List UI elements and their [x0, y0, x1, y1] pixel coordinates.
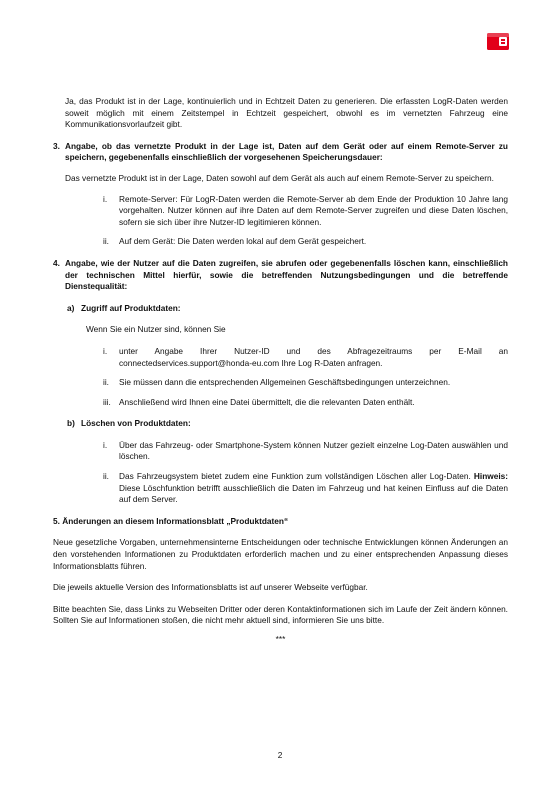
list-item-text: Über das Fahrzeug- oder Smartphone-System können Nutzer gezielt einzelne Log-Daten auswählen und löschen.: [119, 439, 508, 462]
list-item-text-part: Das Fahrzeugsystem bietet zudem eine Funktion zum vollständigen Löschen aller Log-Daten.: [119, 471, 471, 482]
list-item-text: Remote-Server: Für LogR-Daten werden die Remote-Server ab dem Ende der Produktion 10 Jahre lang vorgehalten. Nutzer können auf ihre Daten auf dem Remote-Server zugreifen und diese Daten löschen, sofern sie sich über ihre Nutzer-ID legitimieren können.: [119, 193, 508, 227]
subsection-b-title: Löschen von Produktdaten:: [81, 418, 191, 429]
list-item-text: unter Angabe Ihrer Nutzer-ID und des Abfragezeitraums per E-Mail an connectedservices.support@honda-eu.com Ihre Log R-Daten anfragen.: [119, 345, 508, 368]
list-item-text-part: Diese Löschfunktion betrifft ausschließlich die Daten im Fahrzeug und hat keinen Einfluss auf die Daten auf dem Server.: [119, 482, 508, 505]
subsection-a-heading: [67, 303, 508, 315]
section-5-paragraph-1: Neue gesetzliche Vorgaben, unternehmensinterne Entscheidungen oder technische Entwicklungen können Änderungen an den vorstehenden Informationen zu Produktdaten erforderlich machen und zu einer entsprechenden Anpassung dieses Informationsblatts führen.: [53, 537, 508, 571]
section-4-number: 4.: [53, 257, 60, 268]
list-item: [103, 194, 508, 229]
list-item: [103, 236, 508, 248]
list-item-number: i.: [103, 345, 108, 356]
section-separator: ***: [275, 634, 286, 644]
section-5-paragraph-3: Bitte beachten Sie, dass Links zu Webseiten Dritter oder deren Kontaktinformationen sich im Laufe der Zeit ändern können. Sollten Sie auf Informationen stoßen, die nicht mehr aktuell sind, informieren Sie uns bitte.: [53, 603, 508, 626]
subsection-a-title: Zugriff auf Produktdaten:: [81, 302, 181, 313]
hint-label: Hinweis:: [473, 471, 509, 482]
list-item-number: ii.: [103, 471, 109, 482]
subsection-b-marker: b): [67, 418, 75, 429]
section-4-heading: [53, 258, 508, 293]
section-3-number: 3.: [53, 140, 60, 151]
section-4-title: Angabe, wie der Nutzer auf die Daten zugreifen, sie abrufen oder gegebenenfalls löschen kann, einschließlich der technischen Mittel hierfür, sowie die betreffenden Nutzungsbedingungen und die betreffende Dienstequalität:: [65, 257, 508, 292]
section-3-heading: [53, 141, 508, 164]
list-item: [103, 440, 508, 463]
section-3-title: Angabe, ob das vernetzte Produkt in der Lage ist, Daten auf dem Gerät oder auf einem Remote-Server zu speichern, gegebenenfalls einschließlich der vorgesehenen Speicherungsdauer:: [65, 140, 508, 163]
list-item-number: i.: [103, 439, 108, 450]
subsection-a-lead: Wenn Sie ein Nutzer sind, können Sie: [86, 324, 226, 335]
list-item: [103, 377, 508, 389]
list-item-text: Sie müssen dann die entsprechenden Allgemeinen Geschäftsbedingungen unterzeichnen.: [119, 377, 451, 388]
list-item-text: Auf dem Gerät: Die Daten werden lokal auf dem Gerät gespeichert.: [119, 236, 367, 247]
list-item-number: iii.: [103, 396, 111, 407]
brand-logo: [487, 33, 509, 50]
list-item-text: Anschließend wird Ihnen eine Datei übermittelt, die die relevanten Daten enthält.: [119, 396, 415, 407]
subsection-b-heading: [67, 418, 508, 430]
section-5-paragraph-2: Die jeweils aktuelle Version des Informationsblatts ist auf unserer Webseite verfügbar.: [53, 582, 368, 593]
subsection-a-marker: a): [67, 302, 75, 313]
list-item: [103, 397, 508, 409]
list-item-number: ii.: [103, 236, 109, 247]
page-number: 2: [277, 750, 283, 760]
list-item-number: ii.: [103, 377, 109, 388]
document-body: [53, 96, 508, 646]
intro-paragraph: Ja, das Produkt ist in der Lage, kontinuierlich und in Echtzeit Daten zu generieren. Die erfassten LogR-Daten werden soweit möglich mit einem Zeitstempel in Echtzeit gespeichert, obwohl es im vernetzten Fahrzeug eine Kommunikationsvorlaufzeit gibt.: [65, 96, 508, 130]
list-item-number: i.: [103, 193, 108, 204]
section-3-body: Das vernetzte Produkt ist in der Lage, Daten sowohl auf dem Gerät als auch auf einem Remote-Server zu speichern.: [65, 172, 494, 183]
list-item-text: [119, 471, 508, 506]
list-item: [103, 471, 508, 506]
list-item: [103, 346, 508, 369]
section-5-heading: 5. Änderungen an diesem Informationsblatt „Produktdaten“: [53, 515, 289, 526]
